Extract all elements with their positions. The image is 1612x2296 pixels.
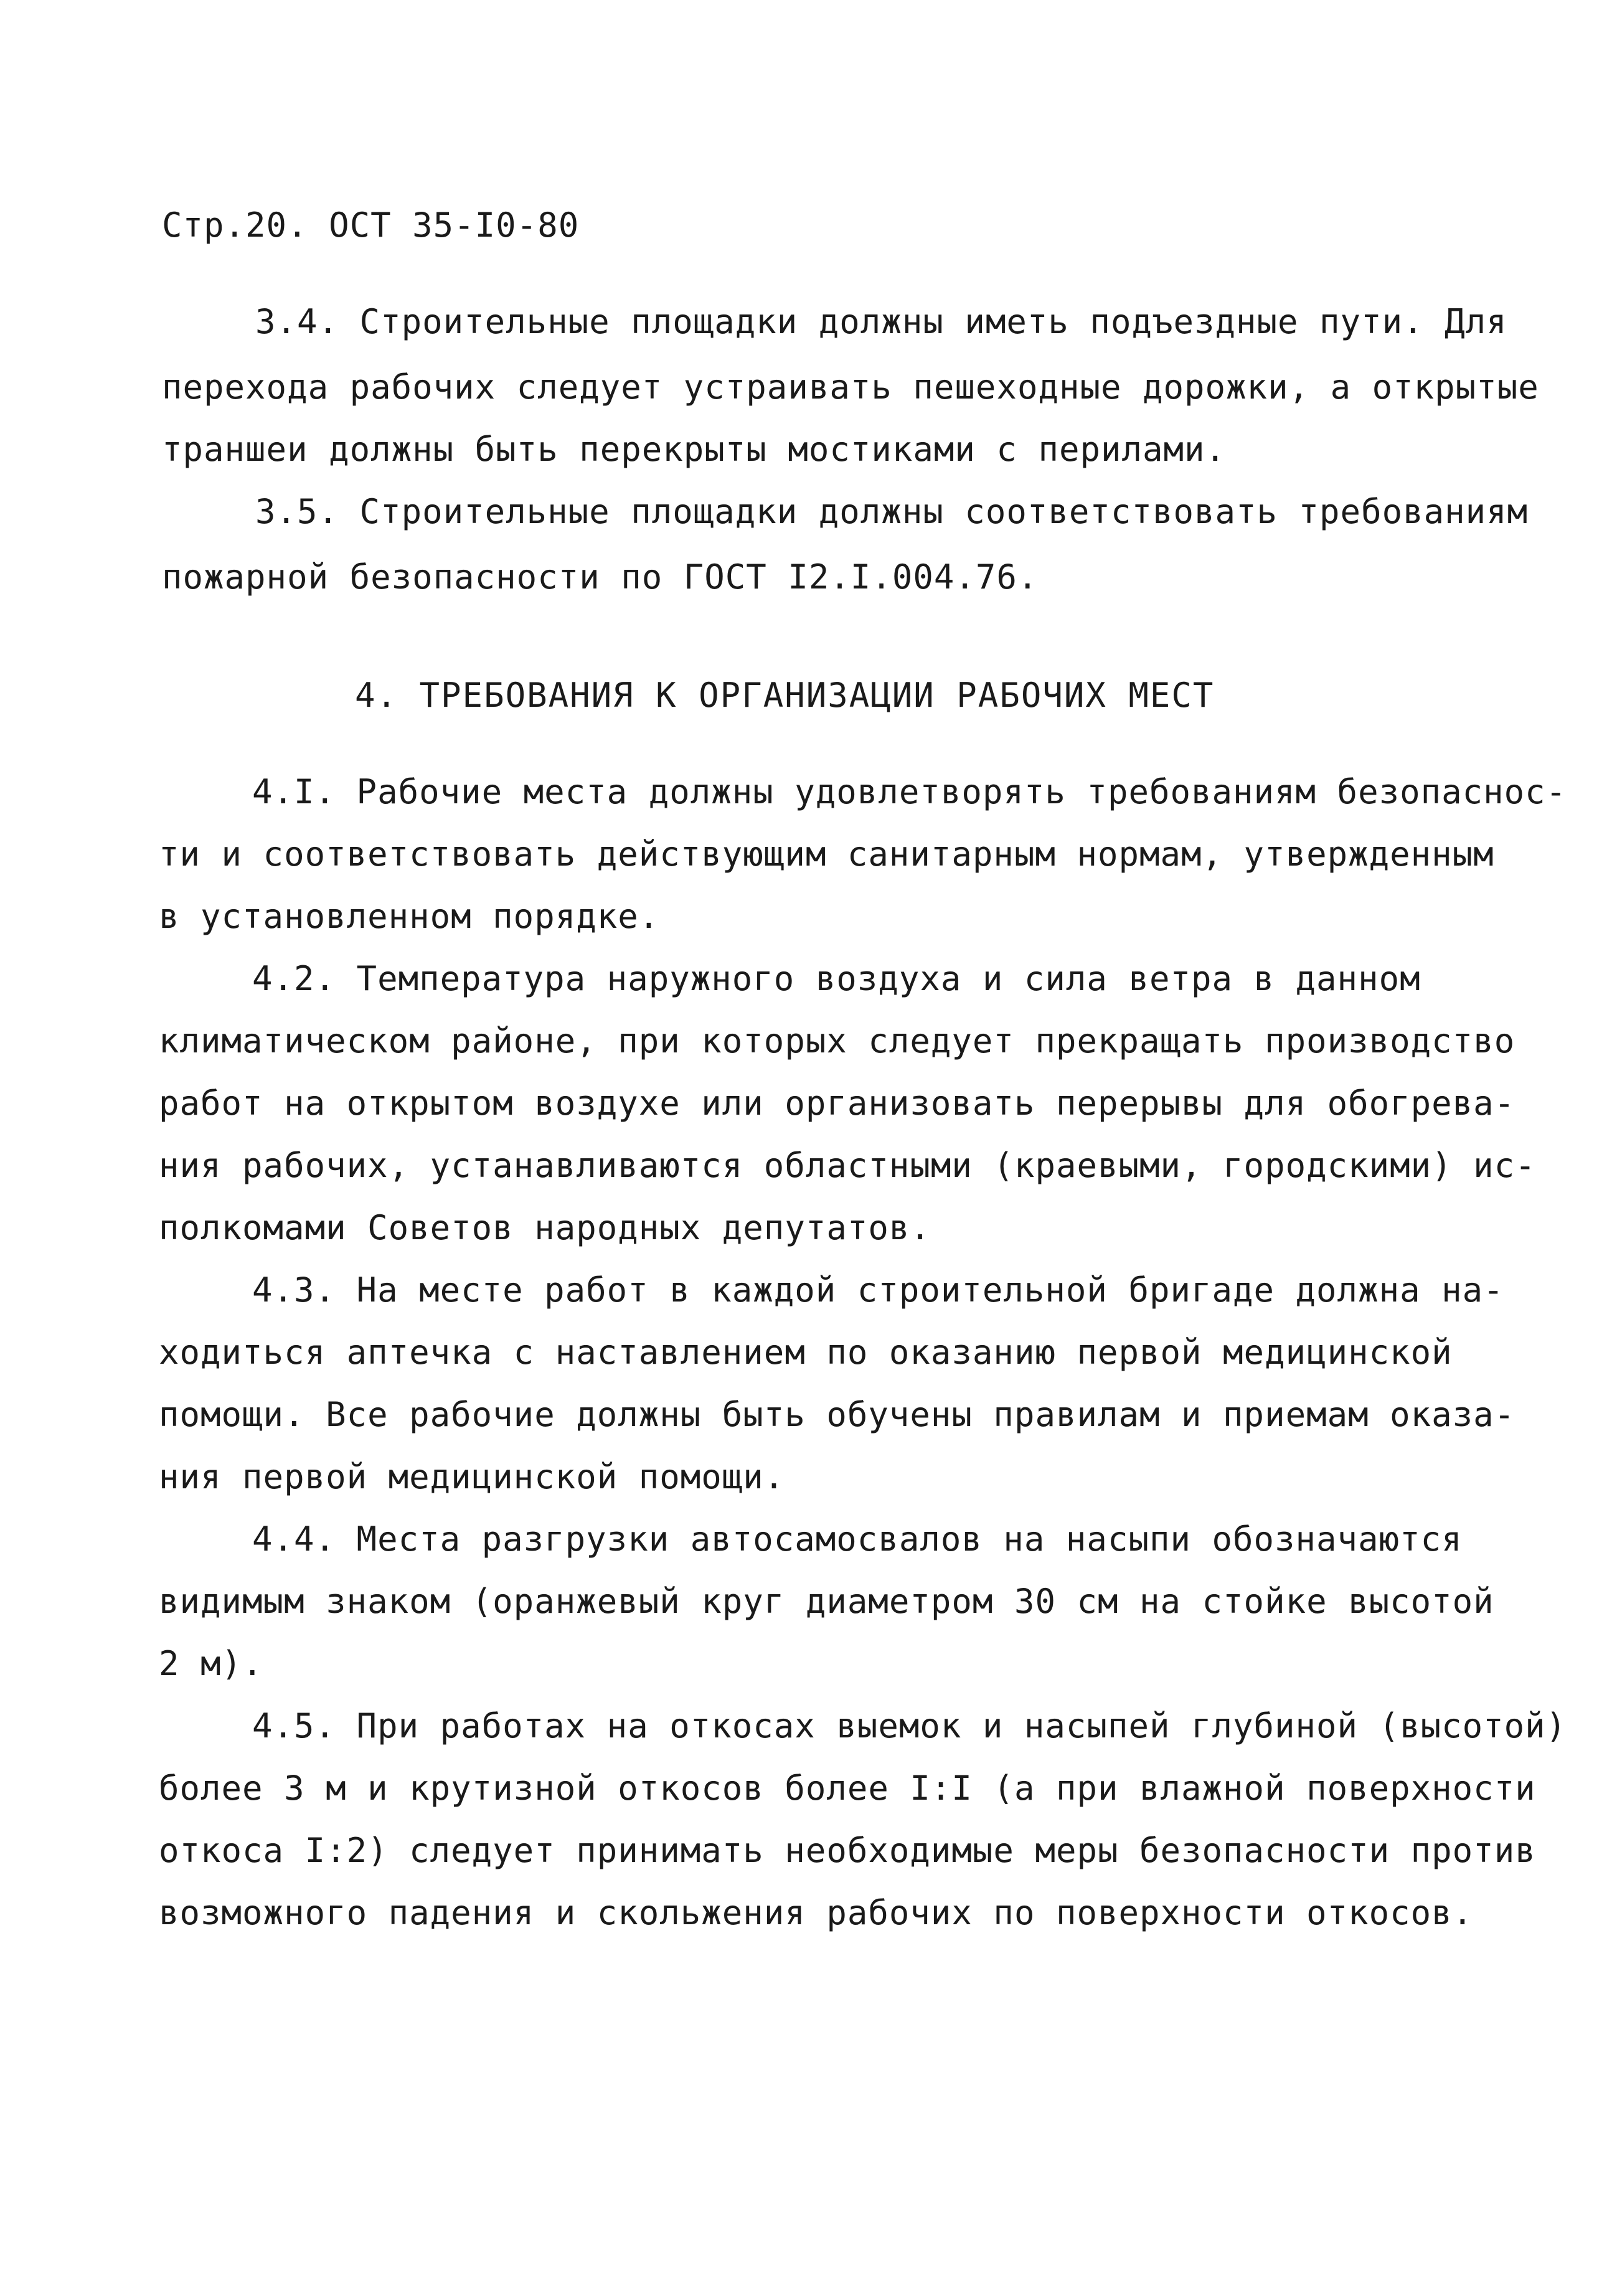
paragraph-3-4-line-2: перехода рабочих следует устраивать пешеходные дорожки, а открытые <box>162 367 1539 407</box>
paragraph-3-4-line-1: 3.4. Строительные площадки должны иметь подъездные пути. Для <box>255 302 1507 341</box>
paragraph-4-2-line-5: полкомами Советов народных депутатов. <box>159 1208 931 1247</box>
paragraph-4-3-line-2: ходиться аптечка с наставлением по оказанию первой медицинской <box>159 1333 1453 1372</box>
paragraph-4-1-line-3: в установленном порядке. <box>159 897 660 936</box>
paragraph-4-1-line-1: 4.I. Рабочие места должны удовлетворять требованиям безопаснос- <box>252 772 1567 811</box>
paragraph-4-4-line-1: 4.4. Места разгрузки автосамосвалов на насыпи обозначаются <box>252 1519 1463 1559</box>
paragraph-4-4-line-2: видимым знаком (оранжевый круг диаметром 30 см на стойке высотой <box>159 1582 1494 1621</box>
paragraph-4-1-line-2: ти и соответствовать действующим санитарным нормам, утвержденным <box>159 834 1494 874</box>
paragraph-3-4-line-3: траншеи должны быть перекрыты мостиками с перилами. <box>162 430 1227 469</box>
paragraph-4-4-line-3: 2 м). <box>159 1644 263 1683</box>
paragraph-4-5-line-2: более 3 м и крутизной откосов более I:I (а при влажной поверхности <box>159 1769 1536 1808</box>
paragraph-4-3-line-3: помощи. Все рабочие должны быть обучены правилам и приемам оказа- <box>159 1395 1515 1434</box>
paragraph-4-2-line-2: климатическом районе, при которых следует прекращать производство <box>159 1021 1515 1061</box>
paragraph-4-2-line-4: ния рабочих, устанавливаются областными (краевыми, городскими) ис- <box>159 1146 1536 1185</box>
paragraph-4-5-line-1: 4.5. При работах на откосах выемок и насыпей глубиной (высотой) <box>252 1706 1567 1746</box>
paragraph-4-2-line-3: работ на открытом воздухе или организовать перерывы для обогрева- <box>159 1084 1515 1123</box>
paragraph-3-5-line-1: 3.5. Строительные площадки должны соответствовать требованиям <box>255 492 1529 531</box>
paragraph-4-5-line-4: возможного падения и скольжения рабочих по поверхности откосов. <box>159 1893 1474 1932</box>
paragraph-4-3-line-4: ния первой медицинской помощи. <box>159 1457 785 1496</box>
page-header: Стр.20. ОСТ 35-I0-80 <box>162 206 580 245</box>
paragraph-4-5-line-3: откоса I:2) следует принимать необходимые меры безопасности против <box>159 1831 1536 1870</box>
paragraph-4-3-line-1: 4.3. На месте работ в каждой строительной бригаде должна на- <box>252 1270 1504 1310</box>
section-4-heading: 4. ТРЕБОВАНИЯ К ОРГАНИЗАЦИИ РАБОЧИХ МЕСТ <box>355 676 1215 715</box>
paragraph-4-2-line-1: 4.2. Температура наружного воздуха и сила ветра в данном <box>252 959 1421 998</box>
paragraph-3-5-line-2: пожарной безопасности по ГОСТ I2.I.004.76. <box>162 557 1039 597</box>
